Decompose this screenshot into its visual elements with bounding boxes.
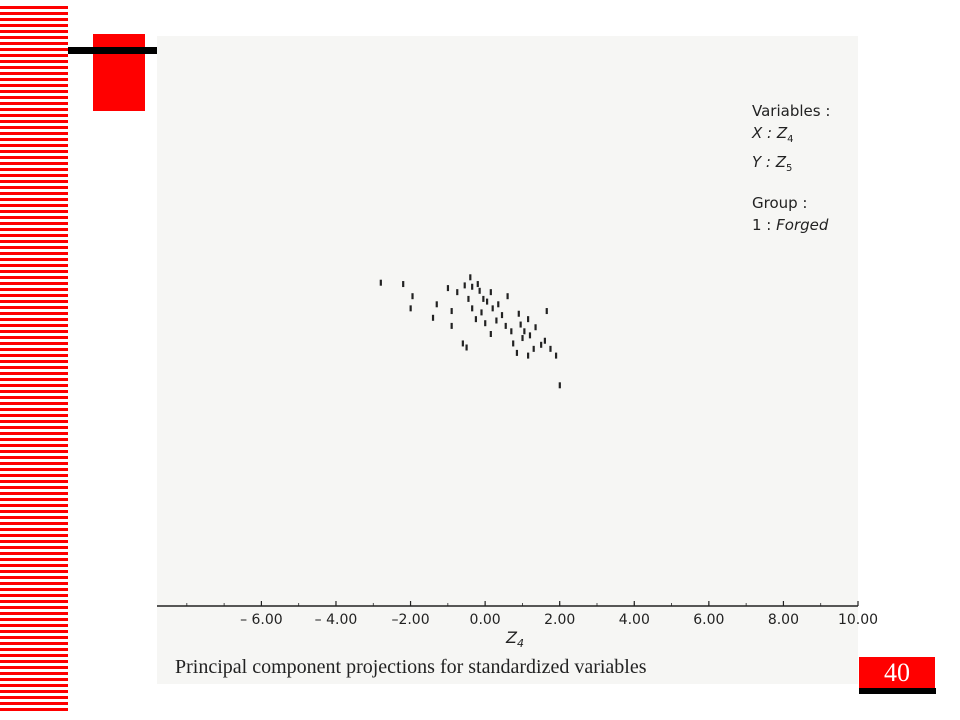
- data-point: [501, 312, 503, 318]
- data-point: [490, 331, 492, 337]
- stripe-line: [0, 384, 68, 387]
- stripe-line: [0, 120, 68, 123]
- stripe-line: [0, 132, 68, 135]
- x-tick-label: 2.00: [544, 612, 576, 628]
- stripe-line: [0, 324, 68, 327]
- legend-x-variable: [752, 122, 830, 151]
- stripe-line: [0, 102, 68, 105]
- stripe-line: [0, 354, 68, 357]
- data-point: [410, 305, 412, 311]
- stripe-line: [0, 396, 68, 399]
- stripe-line: [0, 624, 68, 627]
- data-point: [523, 328, 525, 334]
- data-point: [432, 315, 434, 321]
- stripe-line: [0, 138, 68, 141]
- legend-variables-heading: Variables :: [752, 102, 831, 120]
- stripe-line: [0, 210, 68, 213]
- stripe-line: [0, 438, 68, 441]
- stripe-line: [0, 66, 68, 69]
- legend-group-entry: [752, 214, 830, 236]
- stripe-line: [0, 252, 68, 255]
- data-point: [484, 320, 486, 326]
- stripe-line: [0, 96, 68, 99]
- decorative-stripe-border: [0, 0, 70, 720]
- data-point: [479, 288, 481, 294]
- x-tick-label: 0.00: [469, 612, 501, 628]
- data-point: [486, 299, 488, 305]
- stripe-line: [0, 258, 68, 261]
- stripe-line: [0, 282, 68, 285]
- data-point: [497, 301, 499, 307]
- stripe-line: [0, 588, 68, 591]
- stripe-line: [0, 558, 68, 561]
- data-point: [505, 323, 507, 329]
- data-point: [520, 322, 522, 328]
- stripe-line: [0, 288, 68, 291]
- data-point: [451, 308, 453, 314]
- stripe-line: [0, 522, 68, 525]
- stripe-line: [0, 12, 68, 15]
- stripe-line: [0, 270, 68, 273]
- stripe-line: [0, 534, 68, 537]
- stripe-line: [0, 186, 68, 189]
- data-point: [471, 305, 473, 311]
- stripe-line: [0, 576, 68, 579]
- stripe-line: [0, 222, 68, 225]
- stripe-line: [0, 618, 68, 621]
- stripe-line: [0, 42, 68, 45]
- legend-group-name: Forged: [776, 216, 829, 234]
- stripe-line: [0, 216, 68, 219]
- stripe-line: [0, 498, 68, 501]
- scanned-figure: [157, 36, 879, 684]
- legend-x-sub: 4: [787, 134, 794, 145]
- data-point: [534, 324, 536, 330]
- data-point: [544, 338, 546, 344]
- stripe-line: [0, 348, 68, 351]
- figure-caption: Principal component projections for standardized variables: [175, 656, 647, 678]
- legend-y-sub: 5: [786, 163, 793, 174]
- x-tick-label: 8.00: [767, 612, 800, 628]
- stripe-line: [0, 264, 68, 267]
- x-tick-label: – 4.00: [314, 612, 358, 628]
- stripe-line: [0, 18, 68, 21]
- data-point: [527, 316, 529, 322]
- stripe-line: [0, 612, 68, 615]
- stripe-line: [0, 360, 68, 363]
- stripe-line: [0, 546, 68, 549]
- stripe-line: [0, 654, 68, 657]
- stripe-line: [0, 54, 68, 57]
- stripe-line: [0, 636, 68, 639]
- stripe-line: [0, 114, 68, 117]
- stripe-line: [0, 660, 68, 663]
- stripe-line: [0, 510, 68, 513]
- stripe-line: [0, 78, 68, 81]
- stripe-line: [0, 528, 68, 531]
- stripe-line: [0, 420, 68, 423]
- stripe-line: [0, 594, 68, 597]
- data-point: [512, 340, 514, 346]
- stripe-line: [0, 708, 68, 711]
- legend-y-label: Y :: [752, 153, 771, 171]
- stripe-line: [0, 630, 68, 633]
- data-point: [510, 328, 512, 334]
- stripe-line: [0, 492, 68, 495]
- stripe-line: [0, 600, 68, 603]
- stripe-line: [0, 300, 68, 303]
- data-point: [477, 281, 479, 287]
- data-point: [555, 353, 557, 359]
- stripe-line: [0, 402, 68, 405]
- legend-x-var: Z: [776, 124, 788, 142]
- data-point: [559, 382, 561, 388]
- stripe-line: [0, 456, 68, 459]
- data-point: [380, 280, 382, 286]
- data-point: [490, 289, 492, 295]
- data-point: [465, 345, 467, 351]
- stripe-line: [0, 516, 68, 519]
- stripe-line: [0, 240, 68, 243]
- stripe-line: [0, 504, 68, 507]
- stripe-line: [0, 108, 68, 111]
- stripe-line: [0, 642, 68, 645]
- slide-number: 40: [859, 657, 935, 688]
- data-point: [402, 281, 404, 287]
- stripe-line: [0, 570, 68, 573]
- stripe-line: [0, 150, 68, 153]
- stripe-line: [0, 126, 68, 129]
- stripe-line: [0, 342, 68, 345]
- data-point: [451, 323, 453, 329]
- data-point: [456, 289, 458, 295]
- black-accent-bar: [68, 47, 157, 54]
- stripe-line: [0, 372, 68, 375]
- stripe-line: [0, 174, 68, 177]
- chart-legend: [752, 100, 830, 236]
- stripe-line: [0, 228, 68, 231]
- stripe-line: [0, 486, 68, 489]
- data-point: [507, 293, 509, 299]
- stripe-line: [0, 444, 68, 447]
- stripe-line: [0, 666, 68, 669]
- stripe-line: [0, 378, 68, 381]
- data-point: [495, 318, 497, 324]
- stripe-line: [0, 180, 68, 183]
- x-axis-label: $Z_4$: [505, 628, 524, 650]
- slide-number-underline: [859, 688, 936, 694]
- stripe-line: [0, 480, 68, 483]
- stripe-line: [0, 84, 68, 87]
- legend-y-var: Z: [775, 153, 787, 171]
- data-point: [471, 284, 473, 290]
- data-point: [540, 342, 542, 348]
- stripe-line: [0, 192, 68, 195]
- stripe-line: [0, 144, 68, 147]
- stripe-line: [0, 294, 68, 297]
- data-point: [527, 353, 529, 359]
- stripe-line: [0, 564, 68, 567]
- stripe-line: [0, 540, 68, 543]
- stripe-line: [0, 312, 68, 315]
- stripe-line: [0, 684, 68, 687]
- x-tick-label: 10.00: [837, 612, 879, 628]
- data-point: [464, 282, 466, 288]
- x-tick-label: –2.00: [391, 612, 430, 628]
- legend-group-id: 1 :: [752, 216, 772, 234]
- stripe-line: [0, 330, 68, 333]
- x-tick-label: 6.00: [693, 612, 725, 628]
- data-point: [467, 296, 469, 302]
- data-point: [533, 346, 535, 352]
- data-point: [411, 293, 413, 299]
- data-point: [447, 285, 449, 291]
- stripe-line: [0, 690, 68, 693]
- stripe-line: [0, 606, 68, 609]
- stripe-line: [0, 276, 68, 279]
- legend-y-variable: [752, 151, 830, 180]
- stripe-line: [0, 450, 68, 453]
- data-point: [492, 305, 494, 311]
- stripe-line: [0, 48, 68, 51]
- stripe-line: [0, 90, 68, 93]
- data-point: [480, 309, 482, 315]
- data-point: [482, 296, 484, 302]
- stripe-line: [0, 30, 68, 33]
- data-point: [529, 332, 531, 338]
- data-point: [546, 308, 548, 314]
- stripe-line: [0, 552, 68, 555]
- legend-group-heading: Group :: [752, 194, 808, 212]
- data-point: [462, 340, 464, 346]
- data-point: [518, 311, 520, 317]
- stripe-line: [0, 156, 68, 159]
- stripe-line: [0, 582, 68, 585]
- x-tick-label: – 6.00: [240, 612, 283, 628]
- stripe-line: [0, 204, 68, 207]
- data-point: [469, 274, 471, 280]
- stripe-line: [0, 696, 68, 699]
- stripe-line: [0, 24, 68, 27]
- data-point: [549, 346, 551, 352]
- stripe-line: [0, 234, 68, 237]
- stripe-line: [0, 366, 68, 369]
- legend-x-label: X :: [752, 124, 773, 142]
- stripe-line: [0, 162, 68, 165]
- stripe-line: [0, 36, 68, 39]
- stripe-line: [0, 414, 68, 417]
- red-accent-block: [93, 34, 145, 111]
- data-point: [516, 350, 518, 356]
- stripe-line: [0, 432, 68, 435]
- stripe-line: [0, 474, 68, 477]
- stripe-line: [0, 648, 68, 651]
- data-point: [521, 335, 523, 341]
- stripe-line: [0, 318, 68, 321]
- stripe-line: [0, 672, 68, 675]
- stripe-line: [0, 468, 68, 471]
- stripe-line: [0, 678, 68, 681]
- stripe-line: [0, 198, 68, 201]
- data-point: [436, 301, 438, 307]
- stripe-line: [0, 390, 68, 393]
- stripe-line: [0, 60, 68, 63]
- stripe-line: [0, 246, 68, 249]
- stripe-line: [0, 462, 68, 465]
- stripe-line: [0, 6, 68, 9]
- stripe-line: [0, 408, 68, 411]
- stripe-line: [0, 72, 68, 75]
- stripe-line: [0, 168, 68, 171]
- stripe-line: [0, 426, 68, 429]
- stripe-line: [0, 336, 68, 339]
- x-tick-label: 4.00: [618, 612, 650, 628]
- stripe-line: [0, 702, 68, 705]
- stripe-line: [0, 306, 68, 309]
- data-point: [475, 316, 477, 322]
